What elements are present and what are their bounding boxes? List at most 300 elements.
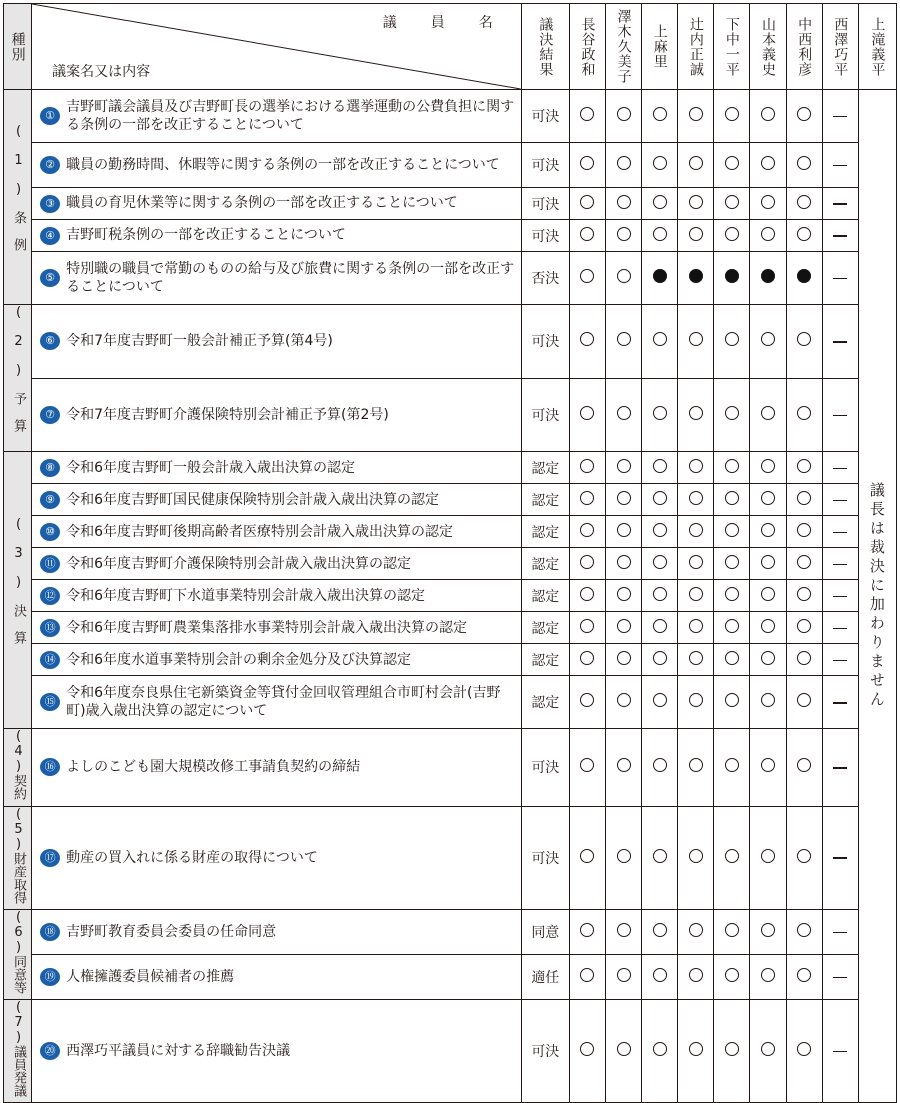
vote-cell bbox=[606, 516, 642, 548]
members-label: 議 員 名 bbox=[382, 15, 503, 31]
vote-cell bbox=[786, 220, 822, 252]
approve-circle-icon bbox=[617, 968, 631, 982]
vote-cell bbox=[569, 1000, 605, 1103]
approve-circle-icon bbox=[725, 619, 739, 633]
vote-cell bbox=[714, 484, 750, 516]
vote-cell bbox=[822, 305, 858, 379]
table-row bbox=[4, 378, 897, 452]
vote-cell bbox=[606, 676, 642, 729]
vote-cell bbox=[642, 1000, 678, 1103]
items-label: 議案名又は内容 bbox=[52, 64, 151, 80]
item-number-badge: ⑬ bbox=[40, 619, 60, 637]
approve-circle-icon bbox=[580, 651, 594, 665]
vote-cell bbox=[606, 548, 642, 580]
approve-circle-icon bbox=[761, 1042, 775, 1056]
vote-cell bbox=[569, 580, 605, 612]
absent-dash-icon bbox=[833, 596, 847, 598]
vote-cell bbox=[642, 909, 678, 954]
approve-circle-icon bbox=[797, 107, 811, 121]
item-number-badge: ③ bbox=[40, 195, 60, 213]
result-cell: 認定 bbox=[521, 580, 569, 612]
approve-circle-icon bbox=[580, 406, 594, 420]
approve-circle-icon bbox=[761, 459, 775, 473]
approve-circle-icon bbox=[689, 491, 703, 505]
approve-circle-icon bbox=[653, 406, 667, 420]
vote-cell bbox=[786, 252, 822, 305]
approve-circle-icon bbox=[761, 849, 775, 863]
oppose-dot-icon bbox=[725, 269, 739, 283]
approve-circle-icon bbox=[689, 107, 703, 121]
item-number-badge: ⑥ bbox=[40, 332, 60, 350]
member-header: 辻内正誠 bbox=[678, 4, 714, 90]
result-cell: 認定 bbox=[521, 644, 569, 676]
approve-circle-icon bbox=[725, 693, 739, 707]
absent-dash-icon bbox=[833, 415, 847, 417]
absent-dash-icon bbox=[833, 660, 847, 662]
vote-cell bbox=[642, 220, 678, 252]
vote-cell bbox=[714, 676, 750, 729]
vote-cell bbox=[822, 188, 858, 220]
approve-circle-icon bbox=[725, 107, 739, 121]
vote-cell bbox=[642, 516, 678, 548]
vote-cell bbox=[786, 644, 822, 676]
vote-cell bbox=[822, 580, 858, 612]
approve-circle-icon bbox=[761, 968, 775, 982]
vote-cell bbox=[678, 252, 714, 305]
table-row bbox=[4, 644, 897, 676]
vote-cell bbox=[606, 90, 642, 143]
vote-cell bbox=[822, 90, 858, 143]
absent-dash-icon bbox=[833, 932, 847, 934]
approve-circle-icon bbox=[689, 523, 703, 537]
vote-cell bbox=[822, 220, 858, 252]
approve-circle-icon bbox=[689, 459, 703, 473]
vote-cell bbox=[642, 729, 678, 806]
item-number-badge: ④ bbox=[40, 227, 60, 245]
table-row bbox=[4, 516, 897, 548]
vote-cell bbox=[642, 378, 678, 452]
approve-circle-icon bbox=[653, 195, 667, 209]
item-number-badge: ⑩ bbox=[40, 523, 60, 541]
vote-cell bbox=[786, 188, 822, 220]
table-row bbox=[4, 484, 897, 516]
approve-circle-icon bbox=[617, 923, 631, 937]
approve-circle-icon bbox=[725, 651, 739, 665]
result-cell: 可決 bbox=[521, 806, 569, 909]
category-cell bbox=[4, 1000, 32, 1103]
approve-circle-icon bbox=[797, 332, 811, 346]
vote-cell bbox=[678, 1000, 714, 1103]
vote-cell bbox=[786, 612, 822, 644]
approve-circle-icon bbox=[689, 332, 703, 346]
approve-circle-icon bbox=[617, 693, 631, 707]
absent-dash-icon bbox=[833, 116, 847, 118]
item-cell bbox=[32, 612, 522, 644]
approve-circle-icon bbox=[797, 195, 811, 209]
approve-circle-icon bbox=[797, 693, 811, 707]
approve-circle-icon bbox=[689, 195, 703, 209]
approve-circle-icon bbox=[580, 758, 594, 772]
vote-cell bbox=[569, 188, 605, 220]
vote-cell bbox=[822, 676, 858, 729]
approve-circle-icon bbox=[761, 491, 775, 505]
approve-circle-icon bbox=[617, 332, 631, 346]
approve-circle-icon bbox=[761, 227, 775, 241]
approve-circle-icon bbox=[725, 523, 739, 537]
category-cell bbox=[4, 909, 32, 999]
vote-cell bbox=[642, 305, 678, 379]
approve-circle-icon bbox=[580, 555, 594, 569]
approve-circle-icon bbox=[617, 587, 631, 601]
vote-cell bbox=[678, 548, 714, 580]
vote-cell bbox=[606, 305, 642, 379]
approve-circle-icon bbox=[797, 555, 811, 569]
table-row bbox=[4, 1000, 897, 1103]
vote-cell bbox=[569, 676, 605, 729]
vote-cell bbox=[642, 548, 678, 580]
vote-cell bbox=[786, 1000, 822, 1103]
approve-circle-icon bbox=[725, 156, 739, 170]
approve-circle-icon bbox=[797, 406, 811, 420]
vote-cell bbox=[822, 143, 858, 188]
vote-cell bbox=[750, 143, 786, 188]
item-number-badge: ② bbox=[40, 156, 60, 174]
approve-circle-icon bbox=[797, 227, 811, 241]
oppose-dot-icon bbox=[761, 269, 775, 283]
vote-cell bbox=[642, 644, 678, 676]
vote-cell bbox=[822, 729, 858, 806]
vote-cell bbox=[822, 252, 858, 305]
vote-cell bbox=[822, 612, 858, 644]
vote-cell bbox=[642, 188, 678, 220]
approve-circle-icon bbox=[761, 332, 775, 346]
approve-circle-icon bbox=[797, 156, 811, 170]
approve-circle-icon bbox=[653, 619, 667, 633]
approve-circle-icon bbox=[617, 619, 631, 633]
approve-circle-icon bbox=[725, 491, 739, 505]
vote-cell bbox=[786, 580, 822, 612]
vote-cell bbox=[750, 612, 786, 644]
vote-cell bbox=[822, 378, 858, 452]
approve-circle-icon bbox=[725, 849, 739, 863]
approve-circle-icon bbox=[617, 491, 631, 505]
table-row bbox=[4, 548, 897, 580]
approve-circle-icon bbox=[617, 269, 631, 283]
result-cell: 否決 bbox=[521, 252, 569, 305]
category-label: (5)財産取得 bbox=[11, 806, 27, 904]
vote-cell bbox=[822, 644, 858, 676]
vote-cell bbox=[678, 484, 714, 516]
vote-cell bbox=[606, 143, 642, 188]
vote-cell bbox=[642, 612, 678, 644]
approve-circle-icon bbox=[689, 227, 703, 241]
absent-dash-icon bbox=[833, 702, 847, 704]
category-label: (4)契約 bbox=[11, 729, 27, 801]
result-cell: 認定 bbox=[521, 516, 569, 548]
item-number-badge: ⑳ bbox=[40, 1042, 60, 1060]
approve-circle-icon bbox=[761, 693, 775, 707]
item-title: 令和6年度水道事業特別会計の剰余金処分及び決算認定 bbox=[66, 651, 411, 668]
vote-cell bbox=[750, 378, 786, 452]
category-cell bbox=[4, 305, 32, 452]
approve-circle-icon bbox=[580, 619, 594, 633]
vote-cell bbox=[569, 220, 605, 252]
approve-circle-icon bbox=[797, 758, 811, 772]
oppose-dot-icon bbox=[797, 269, 811, 283]
approve-circle-icon bbox=[689, 923, 703, 937]
approve-circle-icon bbox=[689, 156, 703, 170]
item-cell bbox=[32, 676, 522, 729]
approve-circle-icon bbox=[580, 1042, 594, 1056]
result-cell: 可決 bbox=[521, 729, 569, 806]
approve-circle-icon bbox=[761, 107, 775, 121]
chair-note: 議長は裁決に加わりません bbox=[867, 482, 886, 711]
item-title: 吉野町教育委員会委員の任命同意 bbox=[66, 923, 277, 940]
approve-circle-icon bbox=[653, 332, 667, 346]
vote-cell bbox=[786, 305, 822, 379]
vote-cell bbox=[714, 612, 750, 644]
item-cell bbox=[32, 484, 522, 516]
approve-circle-icon bbox=[761, 555, 775, 569]
vote-cell bbox=[569, 252, 605, 305]
approve-circle-icon bbox=[653, 555, 667, 569]
vote-cell bbox=[569, 954, 605, 999]
result-cell: 認定 bbox=[521, 612, 569, 644]
item-title: 特別職の職員で常勤のものの給与及び旅費に関する条例の一部を改正することについて bbox=[66, 260, 515, 295]
vote-cell bbox=[750, 729, 786, 806]
vote-cell bbox=[678, 612, 714, 644]
category-cell bbox=[4, 90, 32, 305]
vote-cell bbox=[786, 484, 822, 516]
table-row bbox=[4, 252, 897, 305]
vote-cell bbox=[750, 1000, 786, 1103]
member-header: 上麻里 bbox=[642, 4, 678, 90]
vote-cell bbox=[750, 676, 786, 729]
approve-circle-icon bbox=[797, 849, 811, 863]
approve-circle-icon bbox=[797, 1042, 811, 1056]
vote-cell bbox=[714, 580, 750, 612]
result-cell: 可決 bbox=[521, 1000, 569, 1103]
vote-cell bbox=[606, 612, 642, 644]
item-cell bbox=[32, 252, 522, 305]
item-number-badge: ⑫ bbox=[40, 587, 60, 605]
approve-circle-icon bbox=[617, 555, 631, 569]
table-row bbox=[4, 676, 897, 729]
approve-circle-icon bbox=[580, 332, 594, 346]
approve-circle-icon bbox=[797, 651, 811, 665]
result-cell: 可決 bbox=[521, 188, 569, 220]
approve-circle-icon bbox=[653, 523, 667, 537]
approve-circle-icon bbox=[725, 459, 739, 473]
item-title: 吉野町議会議員及び吉野町長の選挙における選挙運動の公費負担に関する条例の一部を改正することについて bbox=[66, 98, 515, 133]
vote-cell bbox=[786, 909, 822, 954]
member-header: 下中一平 bbox=[714, 4, 750, 90]
absent-dash-icon bbox=[833, 767, 847, 769]
item-cell bbox=[32, 143, 522, 188]
vote-cell bbox=[714, 548, 750, 580]
absent-dash-icon bbox=[833, 977, 847, 979]
result-cell: 認定 bbox=[521, 676, 569, 729]
approve-circle-icon bbox=[653, 587, 667, 601]
approve-circle-icon bbox=[725, 587, 739, 601]
table-row bbox=[4, 909, 897, 954]
item-number-badge: ⑭ bbox=[40, 651, 60, 669]
vote-cell bbox=[714, 252, 750, 305]
result-cell: 可決 bbox=[521, 143, 569, 188]
result-cell: 認定 bbox=[521, 484, 569, 516]
vote-cell bbox=[642, 954, 678, 999]
approve-circle-icon bbox=[617, 849, 631, 863]
approve-circle-icon bbox=[617, 195, 631, 209]
approve-circle-icon bbox=[653, 849, 667, 863]
vote-cell bbox=[750, 305, 786, 379]
vote-cell bbox=[714, 188, 750, 220]
item-number-badge: ⑧ bbox=[40, 459, 60, 477]
vote-cell bbox=[714, 909, 750, 954]
item-title: 令和6年度吉野町後期高齢者医療特別会計歳入歳出決算の認定 bbox=[66, 523, 453, 540]
vote-cell bbox=[750, 548, 786, 580]
vote-cell bbox=[822, 954, 858, 999]
vote-cell bbox=[642, 452, 678, 484]
item-cell bbox=[32, 954, 522, 999]
item-number-badge: ⑤ bbox=[40, 269, 60, 287]
approve-circle-icon bbox=[689, 406, 703, 420]
table-row bbox=[4, 612, 897, 644]
approve-circle-icon bbox=[580, 107, 594, 121]
absent-dash-icon bbox=[833, 203, 847, 205]
vote-cell bbox=[569, 143, 605, 188]
vote-cell bbox=[714, 452, 750, 484]
oppose-dot-icon bbox=[689, 269, 703, 283]
absent-dash-icon bbox=[833, 235, 847, 237]
table-row bbox=[4, 220, 897, 252]
approve-circle-icon bbox=[725, 227, 739, 241]
item-number-badge: ⑲ bbox=[40, 968, 60, 986]
approve-circle-icon bbox=[725, 758, 739, 772]
approve-circle-icon bbox=[653, 227, 667, 241]
approve-circle-icon bbox=[689, 619, 703, 633]
approve-circle-icon bbox=[617, 651, 631, 665]
absent-dash-icon bbox=[833, 341, 847, 343]
vote-cell bbox=[678, 90, 714, 143]
result-cell: 可決 bbox=[521, 305, 569, 379]
vote-cell bbox=[606, 378, 642, 452]
chair-note-cell bbox=[858, 90, 896, 1103]
table-row bbox=[4, 143, 897, 188]
absent-dash-icon bbox=[833, 165, 847, 167]
vote-cell bbox=[678, 305, 714, 379]
item-cell bbox=[32, 548, 522, 580]
result-cell: 可決 bbox=[521, 220, 569, 252]
vote-cell bbox=[678, 516, 714, 548]
vote-cell bbox=[786, 516, 822, 548]
vote-cell bbox=[678, 452, 714, 484]
approve-circle-icon bbox=[725, 195, 739, 209]
vote-cell bbox=[822, 452, 858, 484]
absent-dash-icon bbox=[833, 1051, 847, 1053]
result-cell: 可決 bbox=[521, 378, 569, 452]
approve-circle-icon bbox=[580, 849, 594, 863]
category-label: (7)議員発議 bbox=[11, 1000, 27, 1097]
approve-circle-icon bbox=[761, 758, 775, 772]
item-cell bbox=[32, 452, 522, 484]
vote-cell bbox=[714, 954, 750, 999]
approve-circle-icon bbox=[653, 107, 667, 121]
vote-cell bbox=[786, 954, 822, 999]
approve-circle-icon bbox=[761, 156, 775, 170]
table-row bbox=[4, 90, 897, 143]
approve-circle-icon bbox=[653, 459, 667, 473]
vote-cell bbox=[569, 909, 605, 954]
item-cell bbox=[32, 305, 522, 379]
item-title: 令和7年度吉野町一般会計補正予算(第4号) bbox=[66, 333, 333, 350]
approve-circle-icon bbox=[653, 491, 667, 505]
vote-cell bbox=[606, 909, 642, 954]
item-title: 吉野町税条例の一部を改正することについて bbox=[66, 227, 346, 244]
category-label: (2)予算 bbox=[11, 305, 27, 446]
vote-cell bbox=[642, 143, 678, 188]
approve-circle-icon bbox=[653, 156, 667, 170]
item-title: 令和6年度吉野町農業集落排水事業特別会計歳入歳出決算の認定 bbox=[66, 619, 467, 636]
approve-circle-icon bbox=[617, 459, 631, 473]
approve-circle-icon bbox=[797, 619, 811, 633]
vote-cell bbox=[786, 676, 822, 729]
vote-cell bbox=[606, 1000, 642, 1103]
approve-circle-icon bbox=[689, 1042, 703, 1056]
header-row bbox=[4, 4, 897, 90]
item-number-badge: ⑨ bbox=[40, 491, 60, 509]
approve-circle-icon bbox=[580, 968, 594, 982]
item-title: 令和6年度吉野町下水道事業特別会計歳入歳出決算の認定 bbox=[66, 587, 425, 604]
vote-cell bbox=[786, 729, 822, 806]
vote-cell bbox=[750, 644, 786, 676]
absent-dash-icon bbox=[833, 628, 847, 630]
vote-cell bbox=[569, 729, 605, 806]
vote-cell bbox=[606, 188, 642, 220]
vote-cell bbox=[678, 188, 714, 220]
approve-circle-icon bbox=[797, 968, 811, 982]
vote-cell bbox=[642, 580, 678, 612]
vote-cell bbox=[822, 909, 858, 954]
item-title: よしのこども園大規模改修工事請負契約の締結 bbox=[66, 759, 361, 776]
item-cell bbox=[32, 644, 522, 676]
approve-circle-icon bbox=[580, 156, 594, 170]
approve-circle-icon bbox=[580, 693, 594, 707]
approve-circle-icon bbox=[653, 923, 667, 937]
vote-cell bbox=[714, 378, 750, 452]
approve-circle-icon bbox=[761, 195, 775, 209]
approve-circle-icon bbox=[689, 758, 703, 772]
item-cell bbox=[32, 220, 522, 252]
item-cell bbox=[32, 1000, 522, 1103]
absent-dash-icon bbox=[833, 857, 847, 859]
approve-circle-icon bbox=[725, 555, 739, 569]
item-cell bbox=[32, 188, 522, 220]
vote-cell bbox=[750, 516, 786, 548]
approve-circle-icon bbox=[797, 491, 811, 505]
approve-circle-icon bbox=[617, 758, 631, 772]
vote-cell bbox=[678, 676, 714, 729]
result-cell: 認定 bbox=[521, 452, 569, 484]
table-row bbox=[4, 954, 897, 999]
approve-circle-icon bbox=[725, 406, 739, 420]
member-header: 山本義史 bbox=[750, 4, 786, 90]
vote-cell bbox=[822, 1000, 858, 1103]
items-header bbox=[32, 4, 522, 90]
vote-cell bbox=[606, 729, 642, 806]
result-cell: 適任 bbox=[521, 954, 569, 999]
approve-circle-icon bbox=[580, 523, 594, 537]
